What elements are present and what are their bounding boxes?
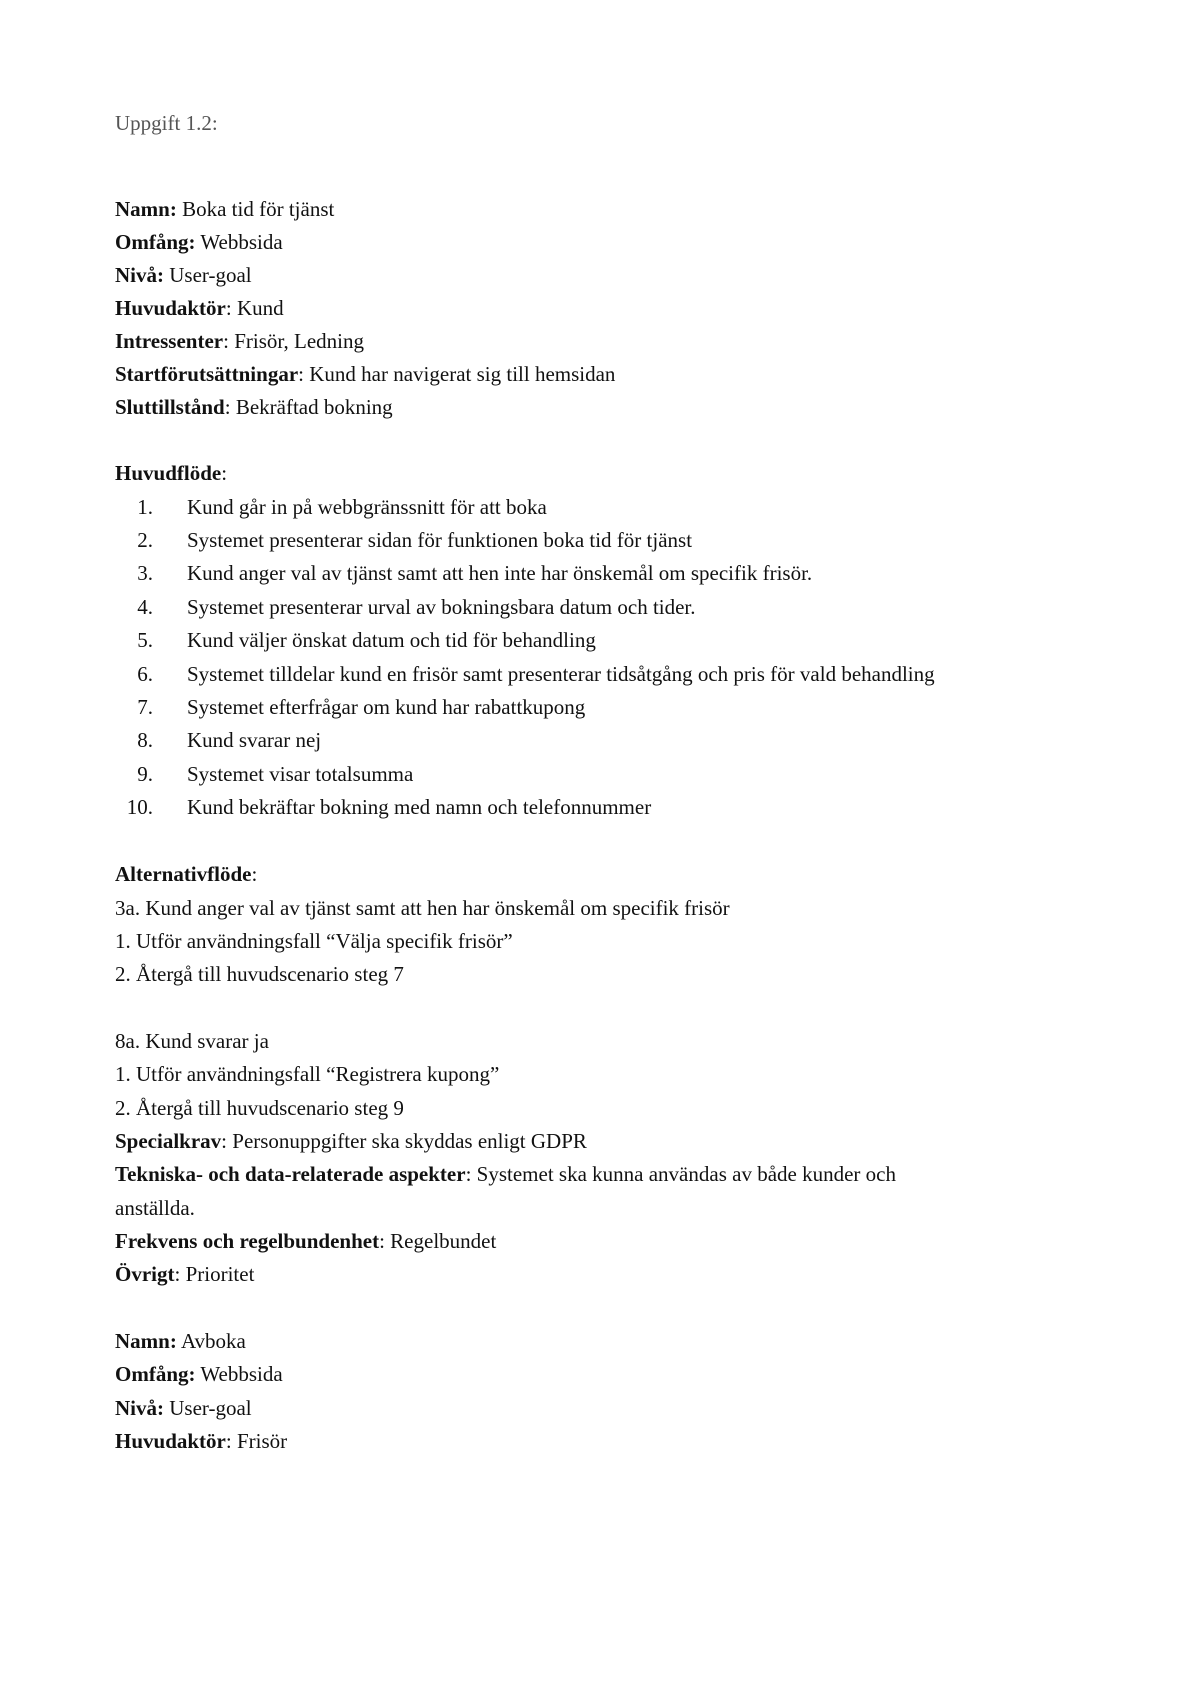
field-niva: Nivå: User-goal: [115, 1396, 252, 1420]
field-omfang: Omfång: Webbsida: [115, 230, 283, 254]
field-tekniska-aspekter: Tekniska- och data-relaterade aspekter: Systemet ska kunna användas av både kunder och: [115, 1162, 896, 1186]
field-sluttillstand: Sluttillstånd: Bekräftad bokning: [115, 395, 393, 419]
field-namn: Namn: Boka tid för tjänst: [115, 197, 335, 221]
field-frekvens: Frekvens och regelbundenhet: Regelbundet: [115, 1229, 497, 1253]
alt-flow-line: 8a. Kund svarar ja: [115, 1029, 269, 1053]
alt-flow-line: 1. Utför användningsfall “Registrera kupong”: [115, 1062, 500, 1086]
alt-flow-heading: Alternativflöde:: [115, 862, 258, 886]
field-namn: Namn: Avboka: [115, 1329, 246, 1353]
alt-flow-line: 2. Återgå till huvudscenario steg 9: [115, 1096, 404, 1120]
field-tekniska-continuation: anställda.: [115, 1196, 195, 1220]
main-flow-heading: Huvudflöde:: [115, 461, 228, 485]
alt-flow-line: 1. Utför användningsfall “Välja specifik frisör”: [115, 929, 513, 953]
field-ovrigt: Övrigt: Prioritet: [115, 1262, 255, 1286]
field-specialkrav: Specialkrav: Personuppgifter ska skyddas enligt GDPR: [115, 1129, 587, 1153]
field-huvudaktor: Huvudaktör: Kund: [115, 296, 284, 320]
alt-flow-line: 3a. Kund anger val av tjänst samt att hen har önskemål om specifik frisör: [115, 896, 730, 920]
field-intressenter: Intressenter: Frisör, Ledning: [115, 329, 365, 353]
field-startforutsattningar: Startförutsättningar: Kund har navigerat sig till hemsidan: [115, 362, 616, 386]
alt-flow-line: 2. Återgå till huvudscenario steg 7: [115, 962, 404, 986]
field-huvudaktor: Huvudaktör: Frisör: [115, 1429, 288, 1453]
field-niva: Nivå: User-goal: [115, 263, 252, 287]
field-omfang: Omfång: Webbsida: [115, 1362, 283, 1386]
page-title: Uppgift 1.2:: [115, 111, 218, 135]
